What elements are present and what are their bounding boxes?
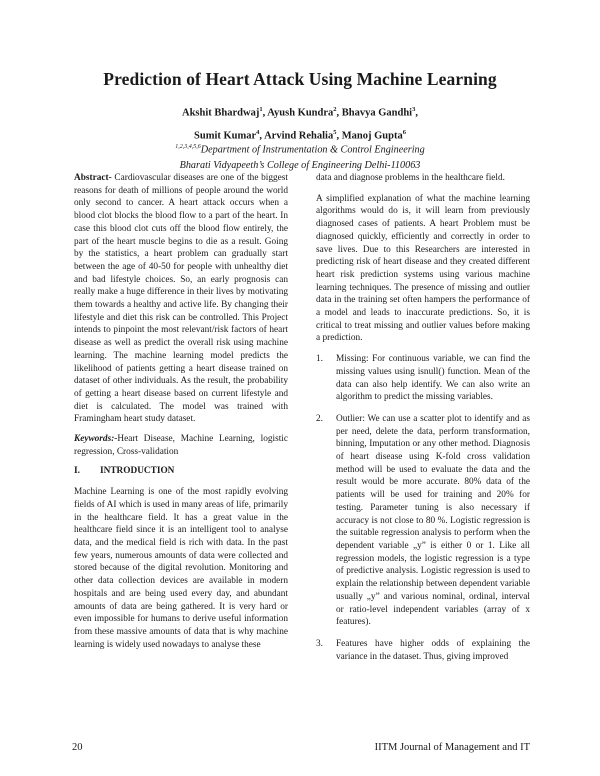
list-item-text: Features have higher odds of explaining the variance in the dataset. Thus, giving improved (336, 638, 530, 662)
keywords-label: Keywords:- (74, 434, 118, 445)
author-separator: , (262, 107, 268, 119)
intro-paragraph: Machine Learning is one of the most rapidly evolving fields of AI which is used in many areas of life, primarily in the healthcare field. It has a great value in the healthcare field since it is an intelligent tool to analyse data, and the medical field is rich with data. In the past few years, numerous amounts of data were collected and stored because of the digital revolution. Monitoring and other data collection devices are available in modern hospitals and are being used every day, and abundant amounts of data are being gathered. It is very hard or even impossible for humans to derive useful information from these massive amounts of data that is why machine learning is widely used nowadays to analyse these (74, 487, 288, 650)
list-item (316, 413, 530, 629)
author-name: Arvind Rehalia (264, 130, 334, 141)
page-number: 20 (72, 742, 83, 753)
author-affil-marker: 4 (256, 128, 260, 136)
author-separator: , (415, 107, 418, 119)
section-heading (74, 465, 288, 478)
author-separator: , (336, 107, 342, 119)
right-column (316, 172, 530, 672)
affiliation-marker: 1,2,3,4,5,6 (175, 144, 201, 150)
keywords (74, 433, 288, 458)
list-item (316, 638, 530, 663)
author-name: Akshit Bhardwaj (182, 107, 260, 119)
author-affil-marker: 5 (333, 128, 337, 136)
intro-paragraph-2: A simplified explanation of what the machine learning algorithms would do is, it will learn from previously diagnosed cases of patients. A heart Problem must be diagnosed quickly, efficiently and correctly in order to save lives. Due to this Researchers are interested in predicting risk of heart disease and they created different heart risk prediction systems using various machine learning techniques. The presence of missing and outlier data in the training set often hampers the performance of a model and leads to inaccurate predictions. So, it is critical to treat missing and outlier values before making a prediction. (316, 193, 530, 344)
author-name: Sumit Kumar (194, 130, 257, 141)
numbered-list (316, 353, 530, 663)
author-affil-marker: 2 (333, 106, 337, 113)
list-item-text: Missing: For continuous variable, we can find the missing values using isnull() function. Mean of the data can also help identify. We can also write an algorithm to predict the missing variables. (336, 354, 530, 403)
keywords-text: Heart Disease, Machine Learning, logistic regression, Cross-validation (74, 434, 288, 457)
college: Bharati Vidyapeeth’s College of Engineering Delhi-110063 (179, 160, 421, 172)
list-item-number: 2. (316, 413, 323, 424)
journal-name: IITM Journal of Management and IT (374, 742, 530, 753)
author-line-1 (0, 100, 600, 123)
affiliation (0, 139, 600, 174)
section-title: INTRODUCTION (100, 466, 175, 477)
abstract-text: Cardiovascular diseases are one of the biggest reasons for death of millions of people around the world only second to cancer. A heart attack occurs when a blood clot blocks the blood flow to a part of the heart. In case this blood clot cuts off the blood flow entirely, the part of the heart muscle begins to die as a result. Going by the statistics, a heart problem can gradually start between the age of 40-50 for people with unhealthy diet and bad lifestyle choices. So, an early prognosis can really make a huge difference in their lives by motivating them towards a healthy and active life. By changing their lifestyle and diet this risk can be controlled. This Project intends to pinpoint the most relevant/risk factors of heart disease as well as predict the overall risk using machine learning. The machine learning model predicts the likelihood of patients getting a heart disease trained on dataset of other individuals. As the result, the probability of getting a heart disease based on current lifestyle and diet is calculated. The model was trained with Framingham heart study dataset. (74, 173, 288, 425)
author-affil-marker: 6 (402, 128, 406, 136)
section-number: I. (74, 466, 80, 477)
intro-continuation: data and diagnose problems in the healthcare field. (316, 173, 505, 183)
author-separator: , (259, 130, 265, 141)
author-affil-marker: 1 (259, 106, 263, 113)
affiliation-department-line (0, 139, 600, 158)
author-name: Bhavya Gandhi (341, 107, 413, 119)
left-column (74, 172, 288, 658)
list-item-number: 3. (316, 638, 323, 649)
author-affil-marker: 3 (412, 106, 416, 113)
author-name: Manoj Gupta (341, 130, 403, 141)
list-item-number: 1. (316, 354, 323, 365)
list-item-text: Outlier: We can use a scatter plot to identify and as per need, delete the data, perform transformation, binning, Imputation or any other method. Diagnosis of heart disease using K-fold cross validation method will be used to evaluate the data and the result would be more accurate. 80% data of the patients will be used for training and 20% for testing. Parameter tuning is also necessary if accuracy is not close to 80 %. Logistic regression is the suitable regression analysis to perform when the dependent variable „y” is either 0 or 1. Like all regression models, the logistic regression is a type of predictive analysis. Logistic regression is used to explain the relationship between dependent variable usually „y” and various nominal, ordinal, interval or ratio-level independent variables (array of x features). (336, 413, 530, 628)
author-separator: , (336, 130, 342, 141)
abstract (74, 172, 288, 426)
list-item (316, 353, 530, 404)
author-name: Ayush Kundra (267, 107, 334, 119)
department: Department of Instrumentation & Control Engineering (200, 144, 425, 156)
paper-title: Prediction of Heart Attack Using Machine Learning (103, 69, 497, 89)
abstract-label: Abstract- (74, 173, 112, 183)
